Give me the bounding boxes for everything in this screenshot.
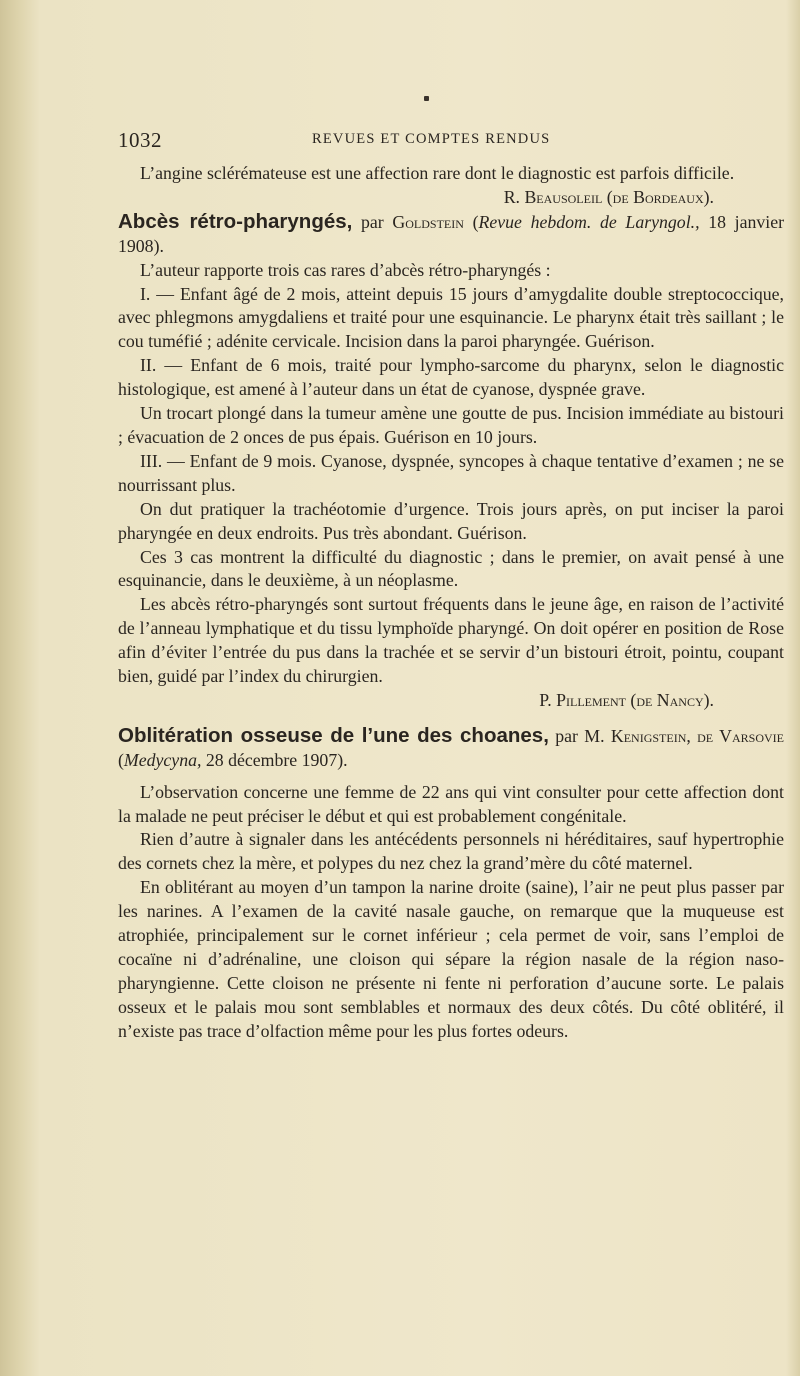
article-1-author: Goldstein [392,211,464,232]
article-1-paragraph: L’auteur rapporte trois cas rares d’abcès rétro-pharyngés : [140,259,551,280]
page-edge [786,0,800,1376]
article-2-author: M. Kenigstein, [584,725,691,746]
article-1-journal: Revue hebdom. de Laryngol., [478,211,700,232]
article-2-paragraph: En oblitérant au moyen d’un tampon la narine droite (saine), l’air ne peut plus passer par les narines. A l’examen de la cavité nasale gauche, on remarque que la muqueuse est atrophiée, principalement sur le cornet inférieur ; cela permet de voir, sans l’emploi de cocaïne ni d’adrénaline, une cloison qui sépare la région nasale de la région naso-pharyngienne. Cette cloison ne présente ni fente ni perforation d’aucune sorte. Le palais osseux et le palais mou sont semblables et normaux des deux côtés. Du côté oblitéré, il n’existe pas trace d’olfaction même pour les plus fortes odeurs. [118,877,784,1041]
article-1-date: 18 janvier 1908). [118,211,785,256]
article-2-date: 28 décembre 1907). [205,749,348,770]
printer-mark [424,96,429,101]
intro-paragraph: L’angine sclérémateuse est une affection rare dont le diagnostic est parfois difficile. [140,163,735,183]
article-1-by: par [361,211,384,232]
article-1-paragraph: III. — Enfant de 9 mois. Cyanose, dyspnée, syncopes à chaque tentative d’examen ; ne se nourrissant plus. [118,450,784,495]
article-1-paragraph: Un trocart plongé dans la tumeur amène une goutte de pus. Incision immédiate au bistouri ; évacuation de 2 onces de pus épais. Guérison en 10 jours. [118,403,784,447]
article-1-title: Abcès rétro-pharyngés, [118,209,353,233]
article-2-heading: Oblitération osseuse de l’une des choanes, par M. Kenigstein, de Varsovie (Medycyna, 28 décembre 1907). [118,723,784,770]
article-1-paragraph: I. — Enfant âgé de 2 mois, atteint depuis 15 jours d’amygdalite double streptococcique, avec phlegmons amygdaliens et traité pour une esquinancie. Le pharynx était très saillant ; le cou tuméfié ; adénite cervicale. Incision dans la paroi pharyngée. Guérison. [118,283,784,352]
article-1-signature: P. Pillement (de Nancy). [539,689,714,710]
article-1-paragraph: Les abcès rétro-pharyngés sont surtout fréquents dans le jeune âge, en raison de l’activité de l’anneau lymphatique et du tissu lymphoïde pharyngé. On doit opérer en position de Rose afin d’éviter l’entrée du pus dans la trachée et se servir d’un bistouri étroit, pointu, coupant bien, guidé par l’index du chirurgien. [118,594,784,687]
article-2-paragraph: L’observation concerne une femme de 22 ans qui vint consulter pour cette affection dont la malade ne peut préciser le début et qui est probablement congénitale. [118,781,784,826]
article-2-paragraph: Rien d’autre à signaler dans les antécédents personnels ni héréditaires, sauf hypertrophie des cornets chez la mère, et polypes du nez chez la grand’mère du côté maternel. [118,829,784,874]
page-number: 1032 [118,128,162,152]
article-2-by: par [555,725,578,746]
article-1-paragraph: Ces 3 cas montrent la difficulté du diagnostic ; dans le premier, on avait pensé à une esquinancie, dans le deuxième, à un néoplasme. [118,546,784,591]
article-1-heading: Abcès rétro-pharyngés, par Goldstein (Revue hebdom. de Laryngol., 18 janvier 1908). [118,209,785,256]
article-2-journal: Medycyna, [123,749,202,770]
running-head: REVUES ET COMPTES RENDUS [312,131,551,147]
article-2-title: Oblitération osseuse de l’une des choanes, [118,723,549,747]
body-text [118,162,784,1044]
article-1-paragraph: II. — Enfant de 6 mois, traité pour lympho-sarcome du pharynx, selon le diagnostic histologique, est amené à l’auteur dans un état de cyanose, dyspnée grave. [118,355,784,400]
page-header [118,128,718,152]
article-1-paragraph: On dut pratiquer la trachéotomie d’urgence. Trois jours après, on put inciser la paroi pharyngée en deux endroits. Pus très abondant. Guérison. [118,498,784,543]
intro-signature: R. Beausoleil (de Bordeaux). [503,186,714,207]
article-2-place: de Varsovie [697,725,784,746]
